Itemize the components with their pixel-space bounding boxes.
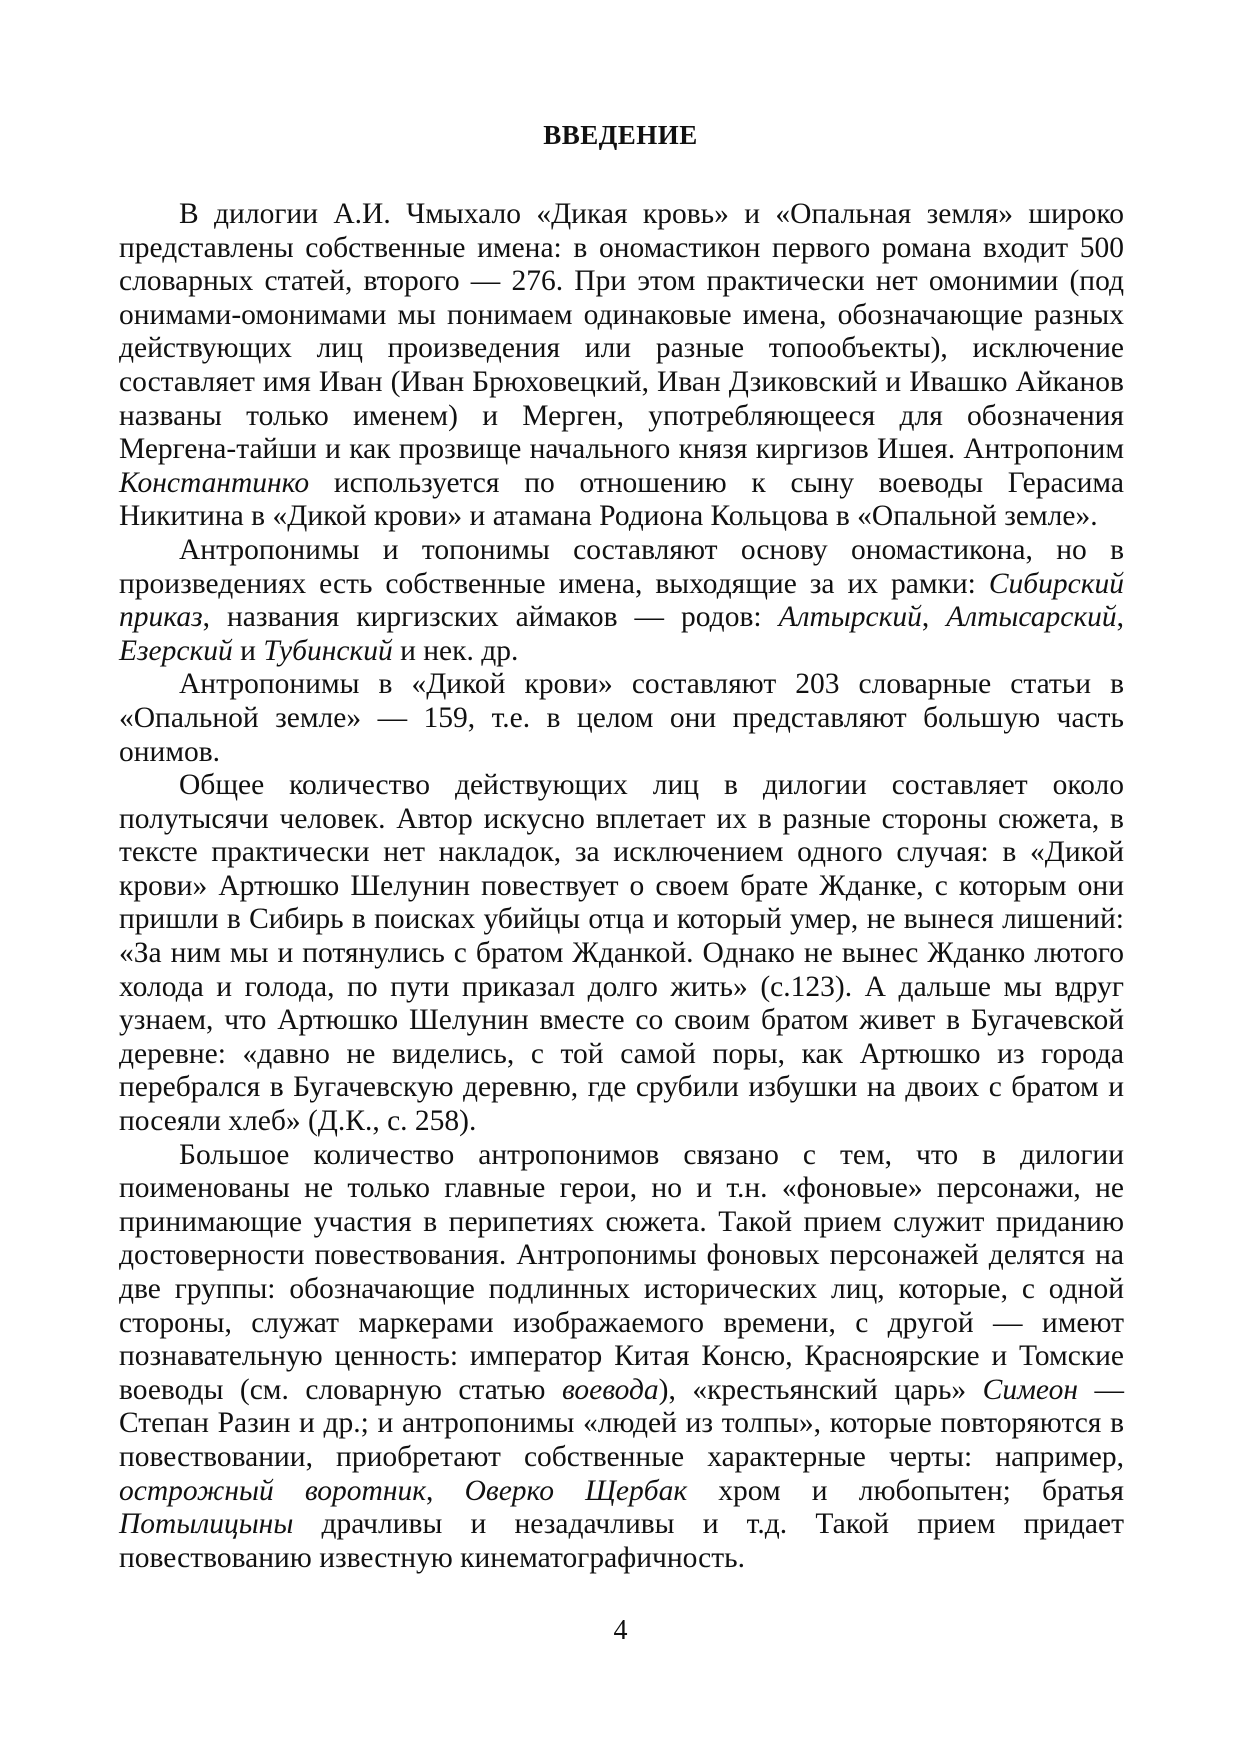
text-run: драчливы и незадачливы и т.д. Такой прием придает повествованию известную кинематографичность. [119,1508,1124,1574]
italic-term: острожный воротник [119,1474,427,1507]
italic-term: Езерский [119,634,233,667]
italic-term: Симеон [982,1373,1078,1406]
paragraph-2 [119,534,1124,668]
text-run: , [921,601,947,634]
paragraph-5 [119,1139,1124,1576]
text-run: Антропонимы в «Дикой крови» составляют 203 словарные статьи в «Опальной земле» — 159, т.е. в целом они представляют большую часть онимов. [119,668,1124,768]
italic-term: Потылицыны [119,1508,294,1541]
italic-term: Алтысарский [946,601,1117,634]
italic-term: Алтырский [778,601,922,634]
text-run: , [426,1474,465,1507]
text-run: хром и любопытен; братья [687,1474,1125,1507]
text-run: В дилогии А.И. Чмыхало «Дикая кровь» и «Опальная земля» широко представлены собственные имена: в ономастикон первого романа входит 500 словарных статей, второго — 276. При этом практически нет омонимии (под онимами-омонимами мы понимаем одинаковые имена, обозначающие разных действующих лиц произведения или разные топообъекты), исключение составляет имя Иван (Иван Брюховецкий, Иван Дзиковский и Ивашко Айканов названы только именем) и Мерген, употребляющееся для обозначения Мергена-тайши и как прозвище начального князя киргизов Ишея. Антропоним [119,198,1124,466]
italic-term: Тубинский [263,634,393,667]
page-title: ВВЕДЕНИЕ [543,120,698,150]
page-number: 4 [613,1615,628,1646]
italic-term: воевода [561,1373,659,1406]
text-run: , [1116,601,1125,634]
text-run: , названия киргизских аймаков — родов: [202,601,779,634]
italic-term: Константинко [119,466,310,499]
introduction-body [119,198,1124,1575]
text-run: Большое количество антропонимов связано с тем, что в дилогии поименованы не только главные герои, но и т.н. «фоновые» персонажи, не принимающие участия в перипетиях сюжета. Такой прием служит приданию достоверности повествования. Антропонимы фоновых персонажей делятся на две группы: обозначающие подлинных исторических лиц, которые, с одной стороны, служат маркерами изображаемого времени, с другой — имеют познавательную ценность: император Китая Консю, Красноярские и Томские воеводы (см. словарную статью [119,1138,1124,1406]
text-run: и [232,634,264,667]
italic-term: Сибирский приказ [119,567,1124,634]
text-run: Общее количество действующих лиц в дилогии составляет около полутысячи человек. Автор искусно вплетает их в разные стороны сюжета, в тексте практически нет накладок, за исключением одного случая: в «Дикой крови» Артюшко Шелунин повествует о своем брате Жданке, с которым они пришли в Сибирь в поисках убийцы отца и который умер, не вынеся лишений: «За ним мы и потянулись с братом Жданкой. Однако не вынес Жданко лютого холода и голода, по пути приказал долго жить» (с.123). А дальше мы вдруг узнаем, что Артюшко Шелунин вместе со своим братом живет в Бугачевской деревне: «давно не виделись, с той самой поры, как Артюшко из города перебрался в Бугачевскую деревню, где срубили избушки на двоих с братом и посеяли хлеб» (Д.К., с. 258). [119,769,1124,1138]
text-run: используется по отношению к сыну воеводы Герасима Никитина в «Дикой крови» и атамана Родиона Кольцова в «Опальной земле». [119,466,1124,533]
paragraph-3 [119,668,1124,769]
text-run: и нек. др. [392,634,519,667]
paragraph-4 [119,769,1124,1139]
text-run: ), «крестьянский царь» [658,1373,983,1406]
paragraph-1 [119,198,1124,534]
italic-term: Оверко Щербак [464,1474,688,1507]
text-run: Антропонимы и топонимы составляют основу ономастикона, но в произведениях есть собственные имена, выходящие за их рамки: [119,533,1124,600]
text-run: — Степан Разин и др.; и антропонимы «людей из толпы», которые повторяются в повествовании, приобретают собственные характерные черты: например, [119,1373,1124,1473]
